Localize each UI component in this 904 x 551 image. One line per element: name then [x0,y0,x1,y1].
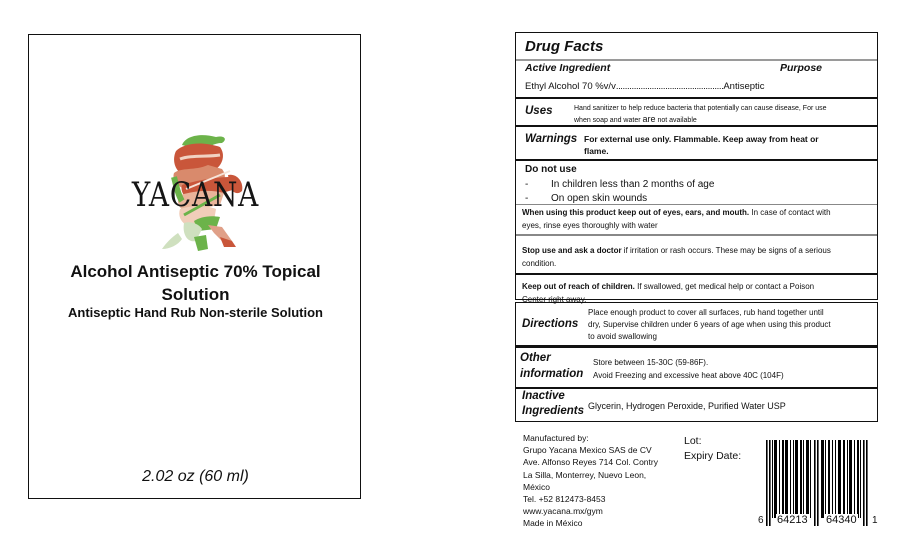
bullet: - [525,179,529,190]
manufacturer-line: Manufactured by: [523,433,589,443]
other-information-text [593,357,784,382]
warnings-line: flame. [584,146,609,156]
active-ingredient-value: Ethyl Alcohol 70 %v/v [525,81,616,92]
directions-line: Place enough product to cover all surfaces, rub hand together until [588,308,824,317]
inactive-ingredients-label [522,389,584,419]
purpose-value: Antiseptic [723,81,765,92]
active-ingredient-label: Active Ingredient [525,62,611,74]
product-subtitle: Antiseptic Hand Rub Non-sterile Solution [68,305,323,320]
other-info-line: Avoid Freezing and excessive heat above 40C (104F) [593,370,784,380]
divider [516,59,877,61]
divider [516,204,877,205]
dot-leader: ................................................ [615,81,724,92]
manufacturer-line: La Silla, Monterrey, Nuevo Leon, [523,469,647,480]
directions-section [515,302,878,346]
keep-out-line [522,281,814,294]
item-text: In children less than 2 months of age [551,179,715,190]
divider [516,125,877,127]
when-using-rest: In case of contact with [751,208,831,217]
manufacturer-info [523,432,658,530]
do-not-use-label: Do not use [525,164,577,175]
drug-facts-panel [515,32,878,304]
label-line: Ingredients [522,405,584,417]
uses-text-part: are [642,114,656,124]
keep-out-line: Center right away. [522,294,587,304]
uses-line: Hand sanitizer to help reduce bacteria that potentially can cause disease, For use [574,105,827,112]
when-using-rest: keep out of eyes, ears, and mouth. [615,208,752,217]
when-using-text [522,207,831,232]
inactive-ingredients-section [515,388,878,422]
stop-use-rest: if irritation or rash occurs. These may be signs of a serious [621,246,831,255]
directions-label: Directions [522,318,579,330]
label-line: Other [520,352,551,364]
warnings-line: For external use only. Flammable. Keep away from heat or [584,134,819,144]
manufacturer-line: México [523,481,550,492]
purpose-label: Purpose [780,62,823,74]
do-not-use-item [525,178,714,192]
manufacturer-website: www.yacana.mx/gym [523,506,603,517]
keep-out-rest: If swallowed, get medical help or contact a Poison [634,282,815,291]
front-label-panel [28,34,361,499]
when-using-line [522,207,831,220]
directions-line: dry, Supervise children under 6 years of age when using this product [588,320,831,329]
barcode-group-1: 64213 [777,514,808,526]
when-using-bold: When using this product [522,208,616,217]
uses-label: Uses [525,105,553,117]
directions-text [588,307,831,343]
manufacturer-line: Ave. Alfonso Reyes 714 Col. Contry [523,457,658,468]
stop-use-text [522,245,831,270]
label-line: information [520,368,584,380]
other-information-label [520,350,583,382]
expiry-date-label: Expiry Date: [684,450,742,462]
brand-name: YACANA [131,175,260,215]
divider [516,159,877,161]
stop-use-line [522,245,831,258]
manufacturer-line: Grupo Yacana Mexico SAS de CV [523,445,652,456]
stop-use-line: condition. [522,258,557,268]
directions-line: to avoid swallowing [588,332,657,341]
barcode-digit-left: 6 [758,515,764,526]
product-title-line1: Alcohol Antiseptic 70% Topical [70,262,321,281]
manufacturer-line: Made in México [523,518,583,529]
barcode-group-2: 64340 [826,514,857,526]
warnings-text [584,133,819,157]
stop-use-bold: Stop use and ask a doctor [522,246,622,255]
inactive-ingredients-value: Glycerin, Hydrogen Peroxide, Purified Water USP [588,401,786,411]
do-not-use-list [525,178,714,206]
lot-label: Lot: [684,435,702,447]
product-title-line2: Solution [161,285,230,304]
other-info-line: Store between 15-30C (59-86F). [593,358,709,367]
uses-text-part: when soap and water [574,117,643,124]
label-line: Inactive [522,390,565,402]
uses-text [574,103,827,126]
drug-facts-heading: Drug Facts [525,38,604,55]
product-title [29,260,362,306]
active-ingredient-row [525,81,765,92]
divider [516,234,877,236]
item-text: On open skin wounds [551,193,648,204]
barcode-digit-right: 1 [872,515,878,526]
bullet: - [525,193,529,204]
other-information-section [515,346,878,388]
manufacturer-line: Tel. +52 812473-8453 [523,494,606,505]
upc-barcode-icon [758,438,880,530]
when-using-line: eyes, rinse eyes thoroughly with water [522,220,658,230]
net-volume: 2.02 oz (60 ml) [142,468,249,485]
keep-out-bold: Keep out of reach of children. [522,282,635,291]
lot-info [684,434,741,464]
uses-text-part: not available [655,117,697,124]
divider [516,97,877,99]
warnings-label: Warnings [525,133,578,145]
divider [516,273,877,275]
